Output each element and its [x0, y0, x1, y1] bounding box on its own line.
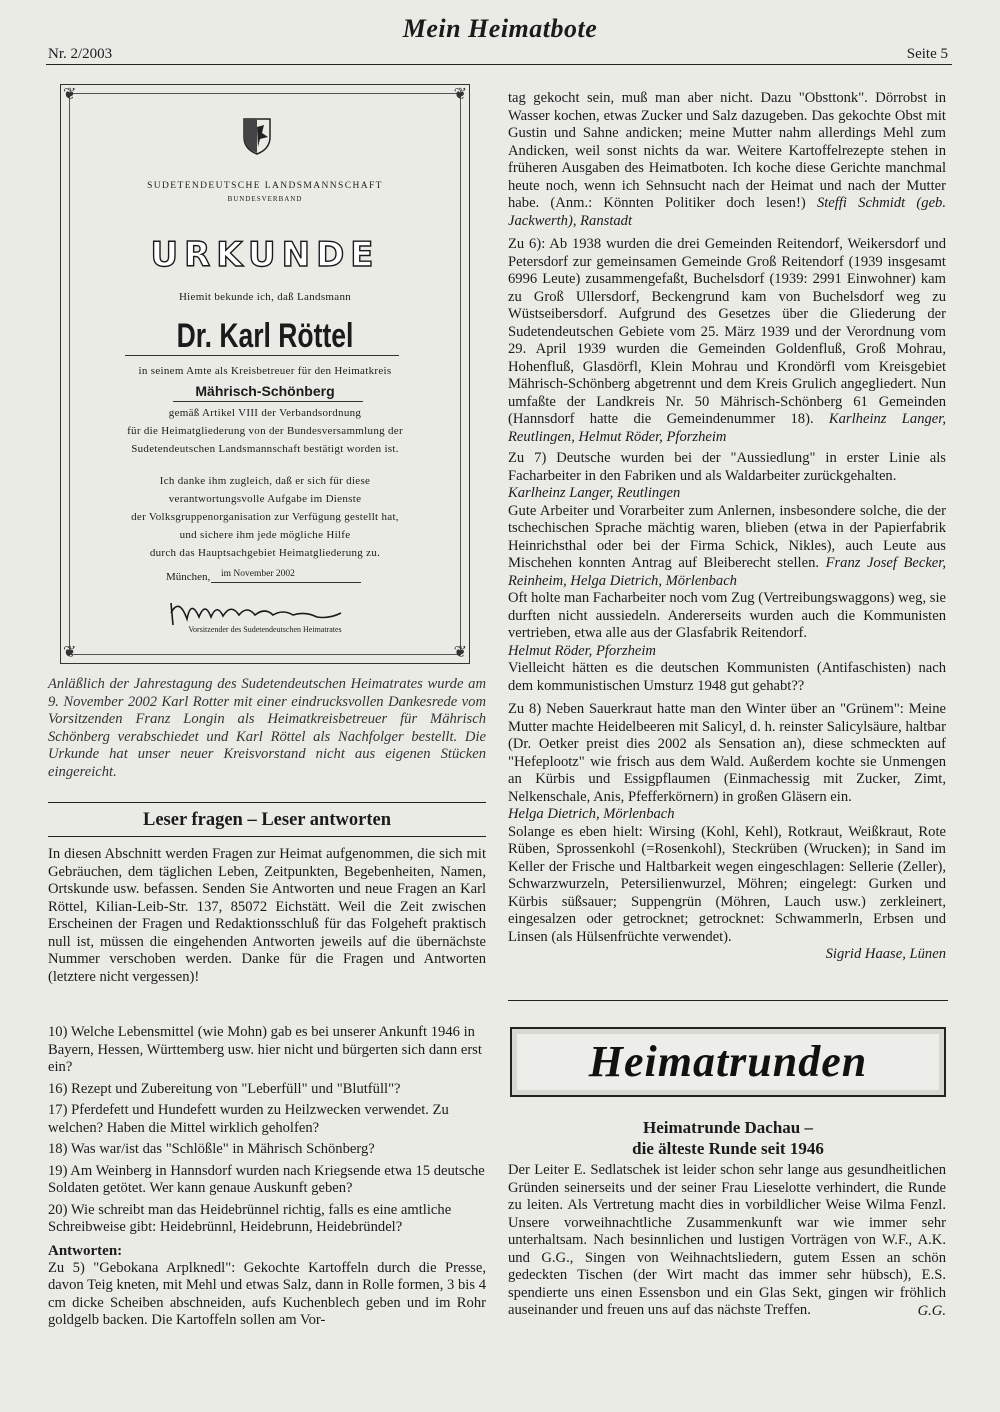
- answer-text: Gute Arbeiter und Vorarbeiter zum Anlernen, insbesondere solche, die der tschechischen Sprache mächtig waren, blieben (etwa in der Papierfabrik Heinrichsthal oder bei der Firma Schick, Nikles), auch Leute aus Mischehen konnten Antrag auf Bleiberecht stellen.: [508, 502, 946, 571]
- answer-signature: Franz Josef Becker, Reinheim, Helga Dietrich, Mörlenbach: [508, 555, 946, 589]
- certificate-name: Dr. Karl Röttel: [176, 317, 354, 355]
- certificate-text-line: Ich danke ihm zugleich, daß er sich für diese: [159, 475, 371, 487]
- corner-ornament-icon: ❦: [453, 86, 467, 103]
- certificate-district: Mährisch-Schönberg: [195, 383, 335, 399]
- corner-ornament-icon: ❦: [453, 644, 467, 661]
- answer-signature: Steffi Schmidt (geb. Jackwerth), Ranstadt: [508, 195, 946, 229]
- answer-paragraph: Zu 8) Neben Sauerkraut hatte man den Winter über an "Grünem": Meine Mutter machte Heidelbeeren mit Salicyl, d. h. reinster Salicylsäure, haltbar (Dr. Oetker preist dies 2002 als Sensation an), diese schmeckten auf "Hefeplootz" wie frisch aus dem Wald. Außerdem kochte sie Unmengen an Kürbis und Essigpflaumen (Einmachessig mit Zucker, Zimt, Nelkenschale, Anis, Pfefferkörnern) in großen Gläsern ein.: [508, 701, 946, 805]
- certificate-district-rule: [173, 401, 363, 402]
- article-subheadline: die älteste Runde seit 1946: [632, 1139, 824, 1158]
- certificate-date-rule: [211, 582, 361, 583]
- section-rule: [48, 836, 486, 837]
- header-rule: [46, 64, 952, 65]
- certificate-text-line: Sudetendeutschen Landsmannschaft bestätigt worden ist.: [131, 443, 399, 455]
- section-rule: [48, 802, 486, 803]
- question-item: 20) Wie schreibt man das Heidebrünnel richtig, falls es eine amtliche Schreibweise gibt: Heidebrünnl, Heidebrunn, Heidebründel?: [48, 1201, 452, 1235]
- banner-title: Heimatrunden: [588, 1037, 868, 1086]
- masthead-title: Mein Heimatbote: [402, 14, 598, 43]
- certificate-text-line: und sichere ihm jede mögliche Hilfe: [179, 529, 351, 541]
- answer-paragraph: Vielleicht hätten es die deutschen Kommunisten (Antifaschisten) nach dem kommunistischen Umsturz 1948 gut gehabt??: [508, 660, 946, 694]
- question-item: 19) Am Weinberg in Hannsdorf wurden nach Kriegsende etwa 15 deutsche Soldaten getötet. Wer kann genaue Auskunft geben?: [48, 1162, 485, 1196]
- answer-paragraph: [508, 236, 946, 446]
- certificate-place: München,: [166, 571, 211, 583]
- answer-text: Zu 6): Ab 1938 wurden die drei Gemeinden Reitendorf, Weikersdorf und Petersdorf zur gemeinsamen Gemeinde Groß Reitendorf (1939 insgesamt 6996 Leute) zusammengefaßt, Buchelsdorf (1939: 2991 Einwohner) kam zu Groß Ullersdorf, Beckengrund kam von Buchelsdorf weg zu Wüstseibersdorf. Aufgrund des Gesetzes über die Gliederung der Sudetendeutschen Gebiete vom 25. März 1939 und der Verordnung vom 29. April 1939 wurden die Gemeinden Goldenfluß, Groß Mohrau, Hohenfluß, Glasdörfl, Klein Mohrau und Krondörfl vom Kreisgebiet Mährisch-Schönberg abgetrennt und dem Kreis Grulich angegliedert. Nun umfaßte der Landkreis Nr. 50 Mährisch-Schönberg 61 Gemeinden (Hannsdorf hatte die Gemeindenummer 18).: [508, 236, 946, 427]
- answer-text: tag gekocht sein, muß man aber nicht. Dazu "Obsttonk". Dörrobst in Wasser kochen, etwas Zucker und Salz dazugeben. Das gekochte Obst mit Gustin und Sahne andicken; meine Mutter nahm allerdings Mehl zum Andicken, weil sonst nichts da war. Weitere Kartoffelrezepte stehen in früheren Ausgaben des Heimatboten. Ich koche diese Gerichte manchmal heute noch, wenn ich Sehnsucht nach der Heimat und nach der Mutter habe. (Anm.: Könnten Politiker doch lesen!): [508, 90, 946, 211]
- corner-ornament-icon: ❦: [63, 644, 77, 661]
- certificate-org-name: SUDETENDEUTSCHE LANDSMANNSCHAFT: [147, 181, 383, 191]
- section-end-rule: [508, 1000, 948, 1001]
- issue-number: Nr. 2/2003: [48, 46, 113, 62]
- question-list: [48, 1024, 486, 1330]
- article-signature: G.G.: [917, 1302, 946, 1319]
- heimatrunden-banner: [510, 1027, 946, 1097]
- certificate-text-line: durch das Hauptsachgebiet Heimatgliederung zu.: [149, 547, 381, 559]
- certificate-date: im November 2002: [221, 569, 295, 579]
- certificate-text-line: verantwortungsvolle Aufgabe im Dienste: [168, 493, 362, 505]
- certificate-caption: Anläßlich der Jahrestagung des Sudetendeutschen Heimatrates wurde am 9. November 2002 Karl Rotter mit einer eindrucksvollen Dankesrede vom Vorsitzenden Franz Longin als Heimatkreisbetreuer für Mährisch Schönberg verabschiedet und Karl Röttel als Nachfolger bestellt. Die Urkunde hat unser neuer Kreisvorstand nicht aus eigenen Stücken eingereicht.: [48, 676, 486, 780]
- answer-paragraph: Solange es eben hielt: Wirsing (Kohl, Kehl), Rotkraut, Weißkraut, Rote Rüben, Sprossenkohl (=Rosenkohl), Steckrüben (Wrucken); in Sand im Keller der Frische und Haltbarkeit wegen eingeschlagen: Sellerie (Zeller), Schwarzwurzeln, Petersilienwurzel, Möhren; eingelegt: Gurken und Kürbis süßsauer; Suppengrün (Möhren, Lauch usw.) zerkleinert, eingesalzen oder getrocknet; getrocknet: Schwammerln, Erbsen und Linsen (als Hülsenfrüchte verwendet).: [508, 823, 946, 945]
- answer-signature: Helga Dietrich, Mörlenbach: [508, 806, 675, 822]
- answer-signature: Karlheinz Langer, Reutlingen, Helmut Röder, Pforzheim: [508, 411, 946, 445]
- question-item: 16) Rezept und Zubereitung von "Leberfüll" und "Blutfüll"?: [48, 1080, 401, 1097]
- right-column-answers: [508, 90, 946, 964]
- answer-paragraph: Oft holte man Facharbeiter noch vom Zug (Vertreibungswaggons) weg, sie durften nicht aussiedeln. Andererseits wurden auch die Kommunisten vertrieben, etwa alle aus der Glasfabrik Reitendorf.: [508, 590, 946, 641]
- article-body: [508, 1162, 946, 1320]
- certificate-name-rule: [125, 355, 399, 356]
- certificate-intro: Hiemit bekunde ich, daß Landsmann: [178, 291, 352, 303]
- section-title: Leser fragen – Leser antworten: [143, 810, 391, 830]
- intro-paragraph: In diesen Abschnitt werden Fragen zur Heimat aufgenommen, die sich mit Gebräuchen, dem täglichen Leben, Zeitpunkten, Begebenheiten, Namen, Ortskunde usw. befassen. Senden Sie Antworten und neue Fragen an Karl Röttel, Kilian-Leib-Str. 137, 85072 Eichstätt. Weil die Zeit zwischen Erscheinen der Fragen und Redaktionsschluß für das Folgeheft praktisch null ist, müssen die eingehenden Antworten jeweils auf die übernächste Nummer verschoben werden. Danke für die Fragen und Antworten (letztere nicht vergessen)!: [48, 846, 486, 985]
- article-paragraph: Der Leiter E. Sedlatschek ist leider schon sehr lange aus gesundheitlichen Gründen seinerseits und der seiner Frau Lieselotte verhindert, die Runde zu leiten. Als Vertretung macht dies in vorbildlicher Weise Wilma Fenzl. Unsere vorweihnachtliche Zusammenkunft war wie immer sehr unterhaltsam. Nach besinnlichen und lustigen Vorträgen von W.F., A.K. und G.G., Singen von Weihnachtsliedern, gutem Essen an schön gedeckten Tischen (der Wirt macht das immer sehr hübsch), E.S. spendierte uns einen Essensbon und ein Glas Sekt, gingen wir fröhlich auseinander und freuen uns auf das nächste Treffen.: [508, 1162, 946, 1318]
- page-number: Seite 5: [906, 46, 948, 62]
- certificate-title: URKUNDE: [150, 235, 380, 275]
- answer-signature: Sigrid Haase, Lünen: [825, 946, 946, 962]
- certificate-text-line: gemäß Artikel VIII der Verbandsordnung: [168, 407, 362, 419]
- certificate-frame: [60, 84, 470, 664]
- certificate-chair: Vorsitzender des Sudetendeutschen Heimatrates: [188, 625, 342, 634]
- question-item: 18) Was war/ist das "Schlößle" in Mährisch Schönberg?: [48, 1141, 375, 1157]
- article-headline: Heimatrunde Dachau –: [643, 1118, 813, 1137]
- answer-signature: Helmut Röder, Pforzheim: [508, 642, 656, 659]
- certificate-org-sub: BUNDESVERBAND: [227, 195, 303, 203]
- answer-paragraph: Zu 7) Deutsche wurden bei der "Aussiedlung" in erster Linie als Facharbeiter in den Fabriken und als Waldarbeiter zurückgehalten.: [508, 450, 946, 484]
- answers-heading: Antworten:: [48, 1242, 123, 1259]
- coat-of-arms-icon: [242, 117, 272, 155]
- question-item: 17) Pferdefett und Hundefett wurden zu Heilzwecken verwendet. Zu welchen? Haben die Mittel wirklich geholfen?: [48, 1102, 449, 1136]
- answer-paragraph: [508, 503, 946, 591]
- certificate-text-line: für die Heimatgliederung von der Bundesversammlung der: [127, 425, 403, 437]
- question-item: 10) Welche Lebensmittel (wie Mohn) gab es bei unserer Ankunft 1946 in Bayern, Hessen, Württemberg usw. hier nicht und bürgerten sich dann erst ein?: [48, 1024, 482, 1075]
- certificate-office: in seinem Amte als Kreisbetreuer für den Heimatkreis: [138, 365, 392, 377]
- section-intro: [48, 846, 486, 986]
- answer-signature: Karlheinz Langer, Reutlingen: [508, 485, 681, 501]
- answer-paragraph: Zu 5) "Gebokana Arplknedl": Gekochte Kartoffeln durch die Presse, davon Teig kneten, mit Mehl und etwas Salz, dann in Rolle formen, 3 bis 4 cm dicke Scheiben abschneiden, aufs Kuchenblech geben und im Rohr goldgelb backen. Die Kartoffeln sollen am Vor-: [48, 1259, 486, 1328]
- corner-ornament-icon: ❦: [63, 86, 77, 103]
- banner-inner: [517, 1034, 939, 1090]
- certificate-text-line: der Volksgruppenorganisation zur Verfügung gestellt hat,: [131, 511, 399, 523]
- answer-paragraph: [508, 90, 946, 230]
